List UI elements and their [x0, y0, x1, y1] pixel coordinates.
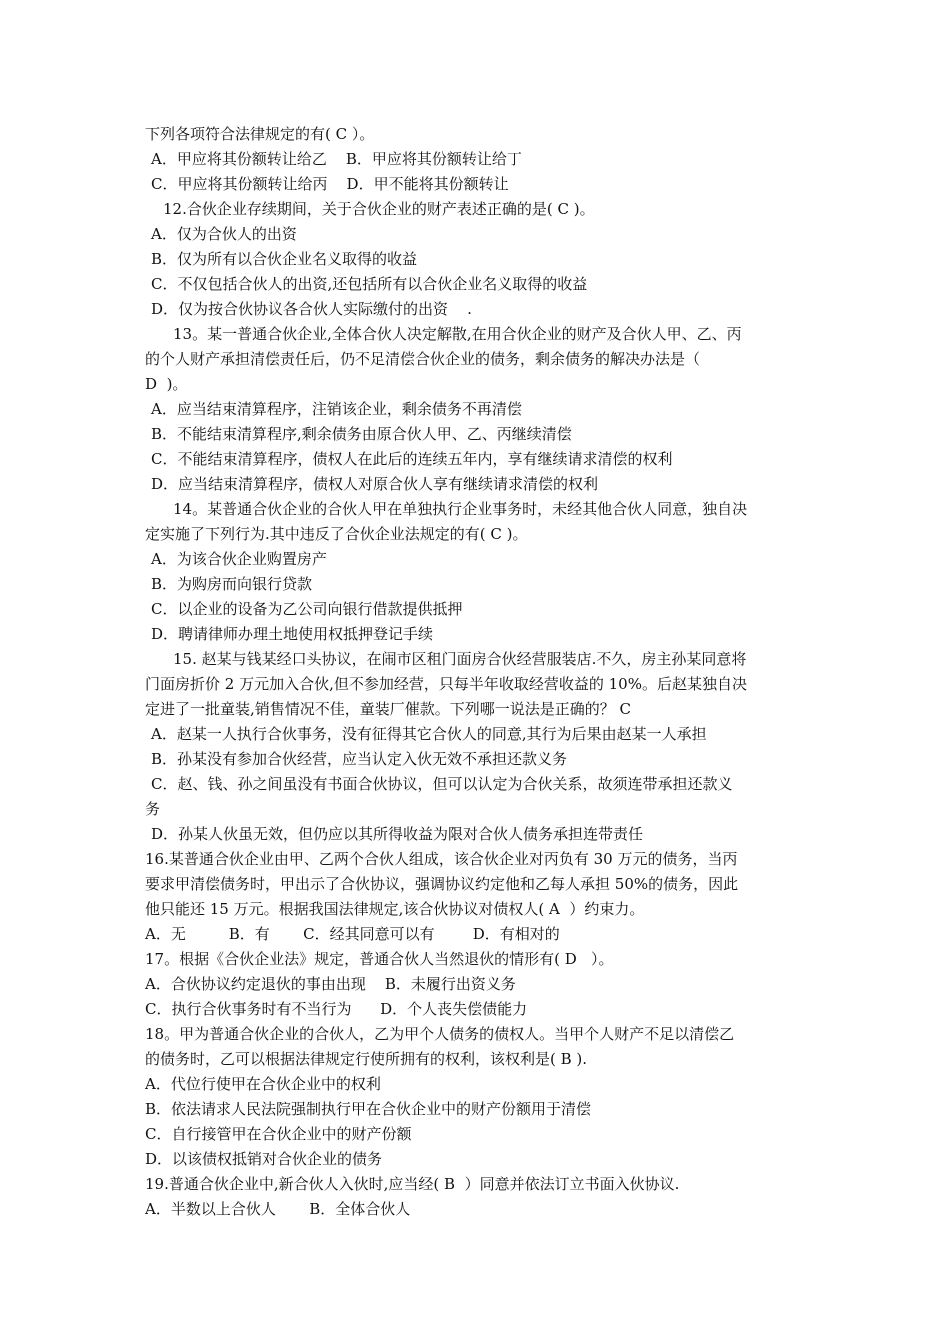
text-line: 门面房折价 2 万元加入合伙,但不参加经营，只每半年收取经营收益的 10%。后赵某独自决 [145, 675, 747, 693]
text-line: B．仅为所有以合伙企业名义取得的收益 [151, 250, 418, 268]
text-line: 的债务时，乙可以根据法律规定行使所拥有的权利，该权利是( B ). [145, 1050, 588, 1068]
text-line: C．甲应将其份额转让给丙 D．甲不能将其份额转让 [151, 175, 509, 193]
text-line: C．赵、钱、孙之间虽没有书面合伙协议，但可以认定为合伙关系，故须连带承担还款义 [151, 775, 733, 793]
text-line: 16.某普通合伙企业由甲、乙两个合伙人组成，该合伙企业对丙负有 30 万元的债务，当丙 [145, 850, 738, 868]
text-line: 15. 赵某与钱某经口头协议，在闹市区租门面房合伙经营服装店.不久，房主孙某同意将 [173, 650, 747, 668]
text-line: 定进了一批童装,销售情况不佳，童装厂催款。下列哪一说法是正确的？ C [145, 700, 632, 718]
text-line: D．应当结束清算程序，债权人对原合伙人享有继续请求清偿的权利 [151, 475, 599, 493]
text-line: B．为购房而向银行贷款 [151, 575, 313, 593]
text-line: 12.合伙企业存续期间，关于合伙企业的财产表述正确的是( C )。 [163, 200, 595, 218]
text-line: A．仅为合伙人的出资 [151, 225, 297, 243]
text-line: C．执行合伙事务时有不当行为 D．个人丧失偿债能力 [145, 1000, 528, 1018]
text-line: 要求甲清偿债务时，甲出示了合伙协议，强调协议约定他和乙每人承担 50%的债务，因此 [145, 875, 739, 893]
text-line: 的个人财产承担清偿责任后，仍不足清偿合伙企业的债务，剩余债务的解决办法是（ [145, 350, 701, 368]
text-line: 18。甲为普通合伙企业的合伙人，乙为甲个人债务的债权人。当甲个人财产不足以清偿乙 [145, 1025, 735, 1043]
text-line: D．聘请律师办理土地使用权抵押登记手续 [151, 625, 434, 643]
text-line: 13。某一普通合伙企业,全体合伙人决定解散,在用合伙企业的财产及合伙人甲、乙、丙 [173, 325, 742, 343]
text-line: A．赵某一人执行合伙事务，没有征得其它合伙人的同意,其行为后果由赵某一人承担 [151, 725, 707, 743]
text-line: 19.普通合伙企业中,新合伙人入伙时,应当经( B ）同意并依法订立书面入伙协议. [145, 1175, 680, 1193]
text-line: A．为该合伙企业购置房产 [151, 550, 327, 568]
text-line: C．不能结束清算程序，债权人在此后的连续五年内，享有继续请求清偿的权利 [151, 450, 673, 468]
text-line: D )。 [145, 375, 188, 393]
text-line: A．半数以上合伙人 B．全体合伙人 [145, 1200, 411, 1218]
text-line: 17。根据《合伙企业法》规定，普通合伙人当然退伙的情形有( D ）。 [145, 950, 614, 968]
text-line: A．代位行使甲在合伙企业中的权利 [145, 1075, 381, 1093]
text-line: A．无 B．有 C．经其同意可以有 D．有相对的 [145, 925, 560, 943]
text-line: C．自行接管甲在合伙企业中的财产份额 [145, 1125, 412, 1143]
text-line: 14。某普通合伙企业的合伙人甲在单独执行企业事务时，未经其他合伙人同意，独自决 [173, 500, 748, 518]
text-line: A．合伙协议约定退伙的事由出现 B．未履行出资义务 [145, 975, 516, 993]
text-line: A．应当结束清算程序，注销该企业，剩余债务不再清偿 [151, 400, 522, 418]
text-line: D．孙某人伙虽无效，但仍应以其所得收益为限对合伙人债务承担连带责任 [151, 825, 644, 843]
text-line: 他只能还 15 万元。根据我国法律规定,该合伙协议对债权人( A ）约束力。 [145, 900, 645, 918]
text-line: A．甲应将其份额转让给乙 B．甲应将其份额转让给丁 [151, 150, 522, 168]
text-line: B．不能结束清算程序,剩余债务由原合伙人甲、乙、丙继续清偿 [151, 425, 572, 443]
text-line: 下列各项符合法律规定的有( C ）。 [145, 125, 375, 143]
document-body [145, 122, 810, 1222]
text-line: C．不仅包括合伙人的出资,还包括所有以合伙企业名义取得的收益 [151, 275, 588, 293]
text-line: D．以该债权抵销对合伙企业的债务 [145, 1150, 383, 1168]
text-line: D．仅为按合伙协议各合伙人实际缴付的出资 . [151, 300, 472, 318]
text-line: C．以企业的设备为乙公司向银行借款提供抵押 [151, 600, 463, 618]
text-line: B．孙某没有参加合伙经营，应当认定入伙无效不承担还款义务 [151, 750, 568, 768]
text-line: 务 [145, 800, 161, 818]
text-line: B．依法请求人民法院强制执行甲在合伙企业中的财产份额用于清偿 [145, 1100, 592, 1118]
text-line: 定实施了下列行为.其中违反了合伙企业法规定的有( C )。 [145, 525, 528, 543]
